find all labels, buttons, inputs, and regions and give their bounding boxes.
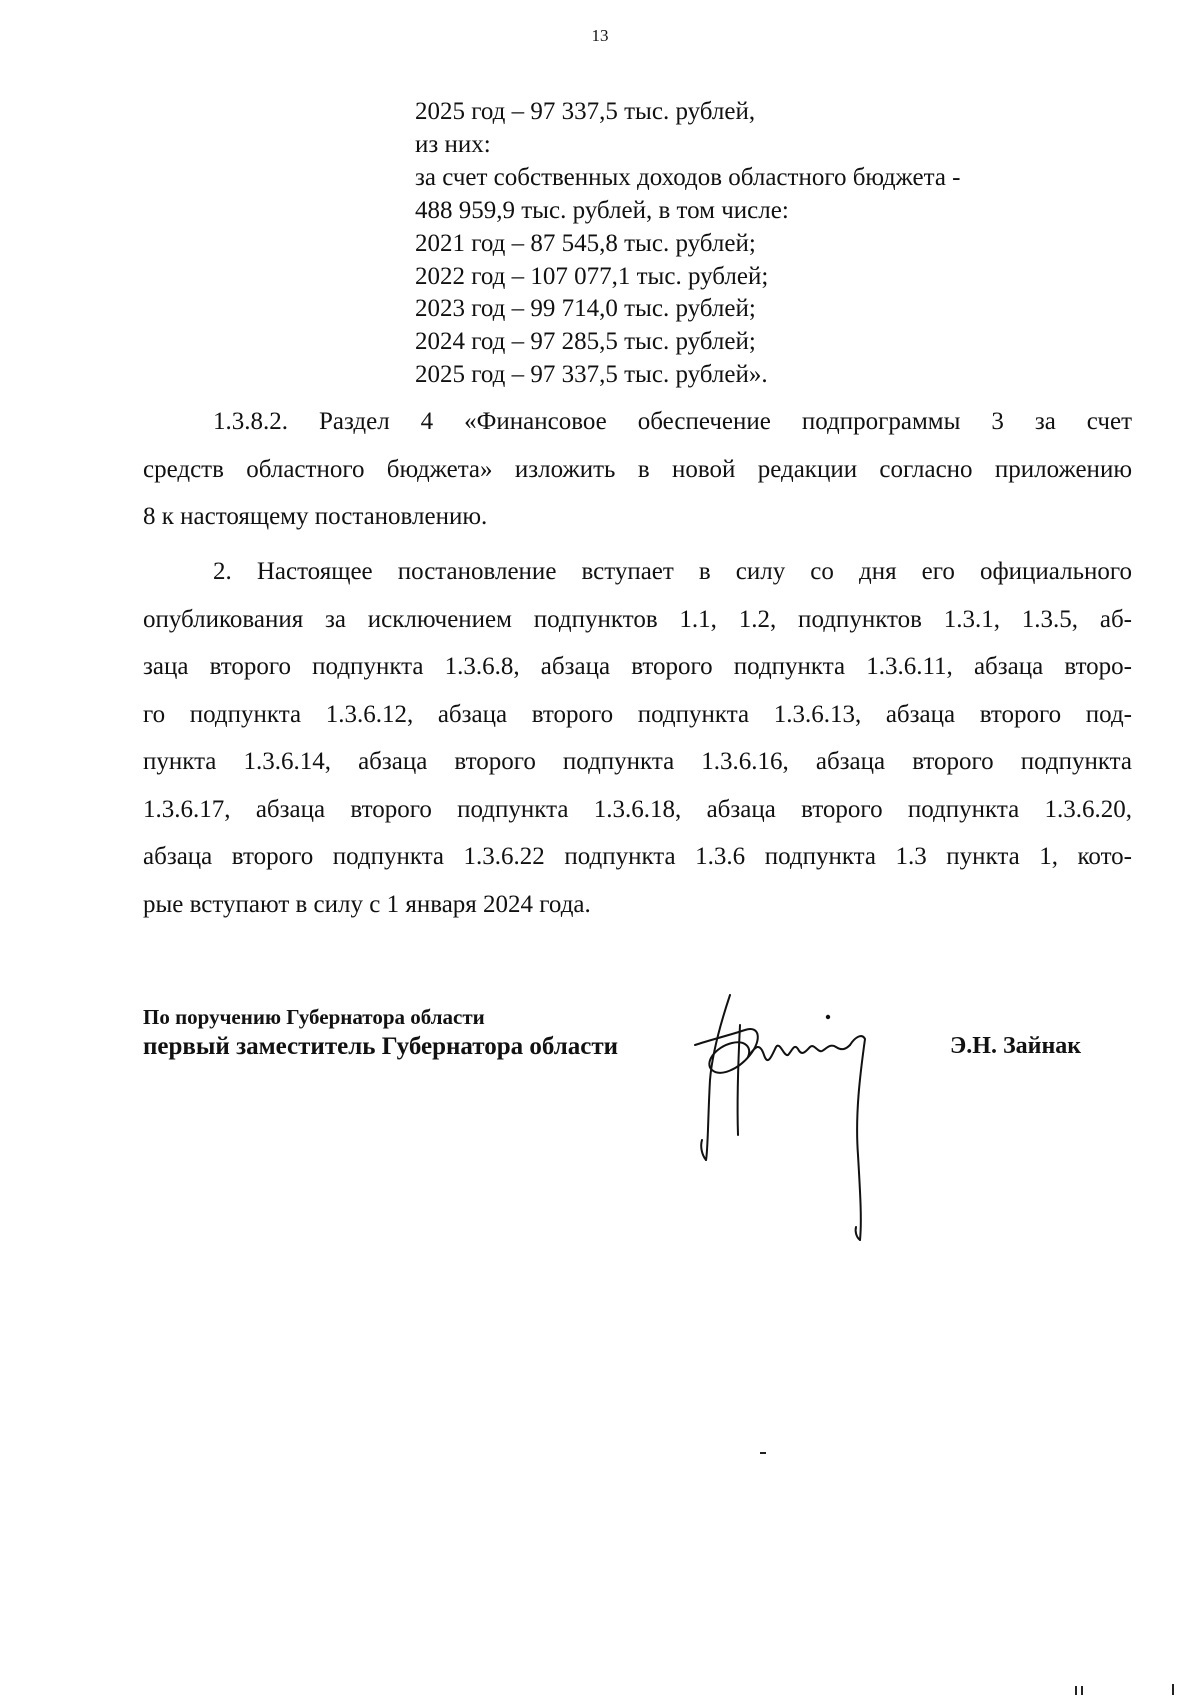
scan-speck: [1081, 1686, 1083, 1695]
scan-speck: [760, 1452, 766, 1454]
signature-block: [143, 1002, 618, 1062]
budget-line: 488 959,9 тыс. рублей, в том числе:: [415, 196, 789, 224]
paragraph-line: рые вступают в силу с 1 января 2024 года.: [143, 890, 591, 918]
signer-name: Э.Н. Зайнак: [950, 1033, 1082, 1059]
paragraph-line: 2. Настоящее постановление вступает в силу со дня его официального: [213, 558, 1132, 585]
paragraph-line: 1.3.6.17, абзаца второго подпункта 1.3.6.18, абзаца второго подпункта 1.3.6.20,: [143, 795, 1132, 823]
budget-line: 2021 год – 87 545,8 тыс. рублей;: [415, 229, 756, 257]
scan-speck: [1172, 1684, 1174, 1695]
budget-line: из них:: [415, 130, 491, 158]
paragraph-line: заца второго подпункта 1.3.6.8, абзаца второго подпункта 1.3.6.11, абзаца второ-: [143, 653, 1132, 680]
budget-line: 2025 год – 97 337,5 тыс. рублей,: [415, 98, 756, 125]
budget-line: 2024 год – 97 285,5 тыс. рублей;: [415, 328, 756, 356]
paragraph-line: 1.3.8.2. Раздел 4 «Финансовое обеспечение подпрограммы 3 за счет: [213, 408, 1132, 435]
signature-authority-line: По поручению Губернатора области: [143, 1005, 485, 1029]
signature-position-line: первый заместитель Губернатора области: [143, 1033, 619, 1060]
paragraph-line: 8 к настоящему постановлению.: [143, 503, 488, 530]
paragraph-1-3-8-2: [143, 398, 1132, 541]
budget-line: 2025 год – 97 337,5 тыс. рублей».: [415, 361, 768, 389]
scan-speck: [1075, 1686, 1077, 1695]
paragraph-line: средств областного бюджета» изложить в новой редакции согласно приложению: [143, 455, 1132, 483]
page-number: 13: [591, 26, 609, 45]
budget-line: 2023 год – 99 714,0 тыс. рублей;: [415, 295, 756, 323]
paragraph-line: опубликования за исключением подпунктов 1.1, 1.2, подпунктов 1.3.1, 1.3.5, аб-: [143, 605, 1132, 633]
paragraph-line: абзаца второго подпункта 1.3.6.22 подпункта 1.3.6 подпункта 1.3 пункта 1, кото-: [143, 843, 1132, 870]
handwritten-signature: [690, 985, 940, 1245]
budget-line: за счет собственных доходов областного бюджета -: [415, 163, 961, 191]
paragraph-2: [143, 548, 1132, 928]
budget-lines: [415, 96, 961, 392]
budget-line: 2022 год – 107 077,1 тыс. рублей;: [415, 262, 769, 290]
paragraph-line: го подпункта 1.3.6.12, абзаца второго подпункта 1.3.6.13, абзаца второго под-: [143, 700, 1132, 728]
paragraph-line: пункта 1.3.6.14, абзаца второго подпункта 1.3.6.16, абзаца второго подпункта: [143, 748, 1132, 775]
